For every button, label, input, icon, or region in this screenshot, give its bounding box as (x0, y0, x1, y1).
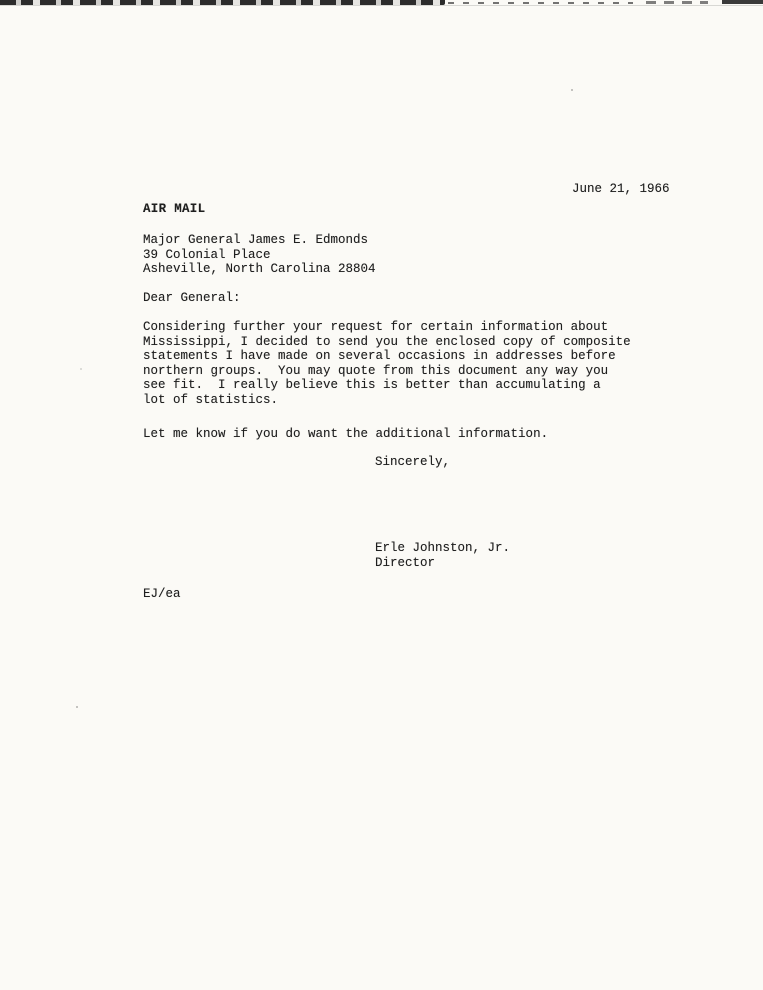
scan-speck (76, 706, 78, 708)
address-line: Major General James E. Edmonds (143, 233, 369, 247)
body-paragraph: Let me know if you do want the additional information. (143, 427, 549, 441)
body-line: northern groups. You may quote from this document any way you (143, 363, 609, 378)
body-line: statements I have made on several occasions in addresses before (143, 349, 616, 364)
recipient-address (143, 233, 376, 277)
body-line: Mississippi, I decided to send you the enclosed copy of composite (143, 334, 631, 349)
scan-edge-artifact (722, 0, 763, 4)
signature-block (375, 541, 510, 570)
scan-edge-artifact (646, 1, 708, 4)
scan-edge-artifact (0, 0, 445, 5)
signature-name: Erle Johnston, Jr. (375, 541, 511, 555)
body-line: lot of statistics. (143, 392, 279, 407)
address-line: 39 Colonial Place (143, 247, 271, 262)
signature-title: Director (375, 555, 436, 570)
air-mail-label: AIR MAIL (143, 202, 206, 216)
body-line: see fit. I really believe this is better than accumulating a (143, 378, 601, 393)
scan-edge-hairline (0, 5, 763, 6)
body-paragraph (143, 320, 631, 408)
scan-edge-artifact (448, 2, 633, 4)
date-line: June 21, 1966 (572, 182, 670, 196)
scan-speck (571, 89, 573, 91)
closing: Sincerely, (375, 455, 451, 469)
scan-speck (80, 368, 82, 370)
typist-initials: EJ/ea (143, 587, 181, 601)
address-line: Asheville, North Carolina 28804 (143, 262, 376, 277)
salutation: Dear General: (143, 291, 241, 305)
body-line: Considering further your request for certain information about (143, 320, 609, 334)
